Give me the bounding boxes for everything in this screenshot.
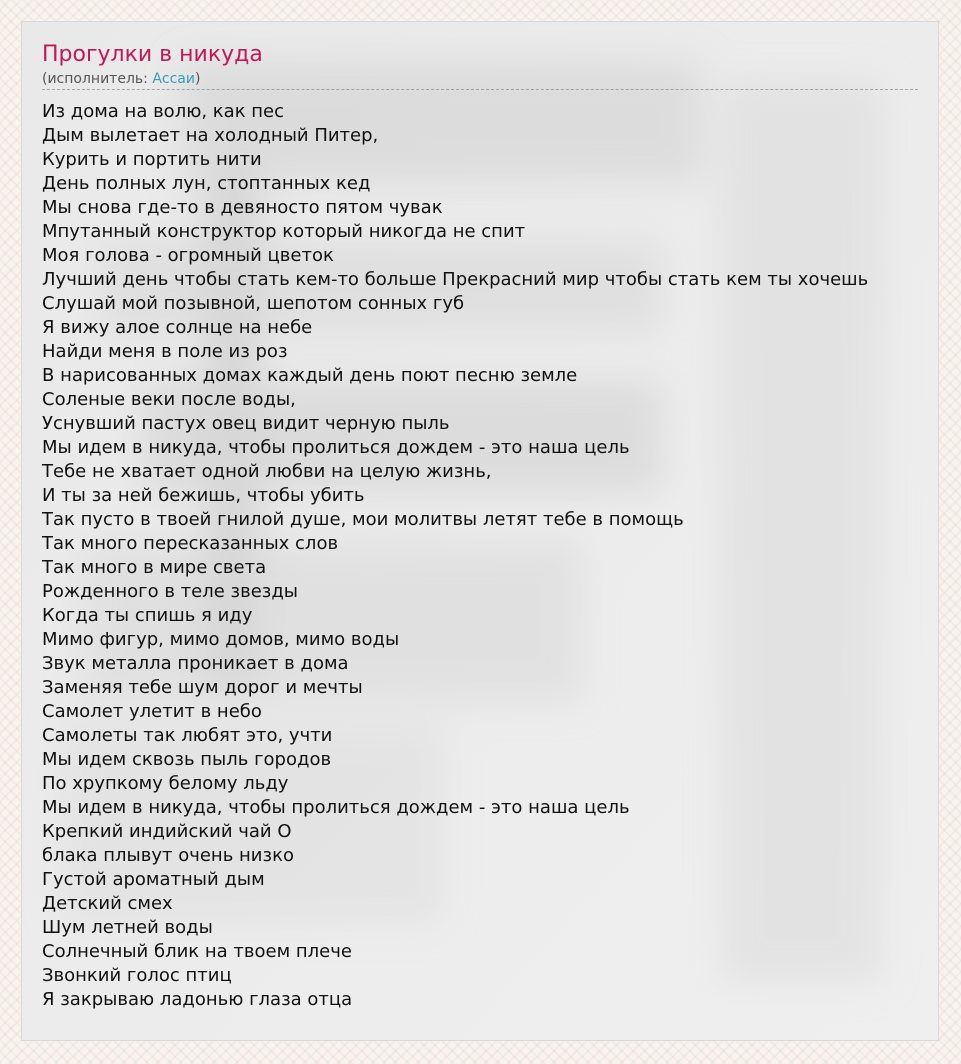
lyric-line: Крепкий индийский чай О [42, 821, 292, 842]
lyric-line: Самолеты так любят это, учти [42, 725, 333, 746]
lyric-line: Найди меня в поле из роз [42, 341, 288, 362]
lyric-line: В нарисованных домах каждый день поют песню земле [42, 365, 578, 386]
lyric-line: Мы идем сквозь пыль городов [42, 749, 332, 770]
lyric-line: Заменяя тебе шум дорог и мечты [42, 677, 363, 698]
lyric-line: Так много пересказанных слов [42, 533, 339, 554]
lyric-line: Звонкий голос птиц [42, 965, 232, 986]
lyric-line: Самолет улетит в небо [42, 701, 262, 722]
lyric-line: Звук металла проникает в дома [42, 653, 349, 674]
song-title: Прогулки в никуда [42, 42, 263, 67]
lyric-line: блака плывут очень низко [42, 845, 294, 866]
artist-line [42, 70, 918, 90]
lyrics-card [21, 21, 939, 1041]
lyric-line: Когда ты спишь я иду [42, 605, 253, 626]
artist-link[interactable]: Ассаи [152, 71, 195, 87]
lyric-line: Мы идем в никуда, чтобы пролиться дождем - это наша цель [42, 797, 630, 818]
lyric-line: Я закрываю ладонью глаза отца [42, 989, 353, 1010]
lyric-line: Мы идем в никуда, чтобы пролиться дождем - это наша цель [42, 437, 630, 458]
song-content [42, 40, 918, 1012]
lyric-line: Мы снова где-то в девяносто пятом чувак [42, 197, 443, 218]
artist-suffix: ) [194, 71, 201, 87]
lyrics-body [42, 100, 918, 1012]
lyric-line: Лучший день чтобы стать кем-то больше Прекрасний мир чтобы стать кем ты хочешь [42, 269, 869, 290]
lyric-line: Детский смех [42, 893, 173, 914]
lyric-line: Из дома на волю, как пес [42, 101, 285, 122]
lyric-line: День полных лун, стоптанных кед [42, 173, 371, 194]
lyric-line: Так много в мире света [42, 557, 267, 578]
lyric-line: По хрупкому белому льду [42, 773, 289, 794]
lyric-line: Дым вылетает на холодный Питер, [42, 125, 379, 146]
lyric-line: Мимо фигур, мимо домов, мимо воды [42, 629, 400, 650]
lyric-line: Рожденного в теле звезды [42, 581, 299, 602]
lyric-line: Курить и портить нити [42, 149, 262, 170]
artist-prefix: (исполнитель: [42, 71, 153, 87]
lyric-line: Густой ароматный дым [42, 869, 265, 890]
lyric-line: Уснувший пастух овец видит черную пыль [42, 413, 450, 434]
lyric-line: Тебе не хватает одной любви на целую жизнь, [42, 461, 492, 482]
lyric-line: Слушай мой позывной, шепотом сонных губ [42, 293, 465, 314]
lyric-line: Соленые веки после воды, [42, 389, 296, 410]
lyric-line: Так пусто в твоей гнилой душе, мои молитвы летят тебе в помощь [42, 509, 684, 530]
lyric-line: Мпутанный конструктор который никогда не спит [42, 221, 526, 242]
lyric-line: И ты за ней бежишь, чтобы убить [42, 485, 365, 506]
lyric-line: Солнечный блик на твоем плече [42, 941, 352, 962]
lyric-line: Шум летней воды [42, 917, 213, 938]
lyric-line: Моя голова - огромный цветок [42, 245, 334, 266]
lyric-line: Я вижу алое солнце на небе [42, 317, 313, 338]
